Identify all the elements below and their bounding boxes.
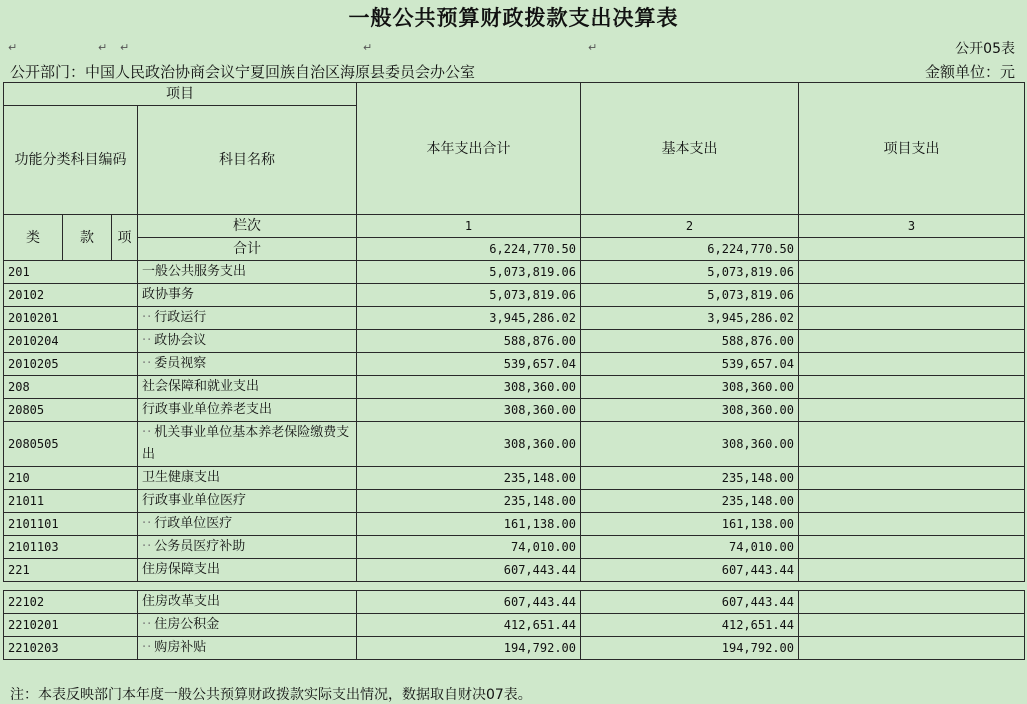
amount-basic: 308,360.00	[581, 399, 799, 422]
amount-total: 5,073,819.06	[357, 261, 581, 284]
subject-name: 行政事业单位医疗	[138, 490, 357, 513]
amount-total: 161,138.00	[357, 513, 581, 536]
subject-code: 2101101	[4, 513, 138, 536]
header-row-item	[4, 83, 1025, 106]
amount-basic: 539,657.04	[581, 353, 799, 376]
subject-code: 2210203	[4, 637, 138, 660]
table-row	[4, 591, 1025, 614]
amount-basic: 607,443.44	[581, 591, 799, 614]
subject-name: 社会保障和就业支出	[138, 376, 357, 399]
subject-code: 20805	[4, 399, 138, 422]
amount-project	[799, 536, 1025, 559]
table-row	[4, 513, 1025, 536]
header-lei: 类	[4, 215, 63, 261]
amount-total: 194,792.00	[357, 637, 581, 660]
amount-basic: 607,443.44	[581, 559, 799, 582]
amount-basic: 235,148.00	[581, 490, 799, 513]
subject-code: 201	[4, 261, 138, 284]
subject-name: ·· 行政单位医疗	[138, 513, 357, 536]
subject-code: 20102	[4, 284, 138, 307]
header-subject-name: 科目名称	[138, 106, 357, 215]
amount-project	[799, 284, 1025, 307]
table-row	[4, 559, 1025, 582]
amount-basic: 412,651.44	[581, 614, 799, 637]
amount-total: 235,148.00	[357, 467, 581, 490]
amount-project	[799, 614, 1025, 637]
subject-name: ·· 委员视察	[138, 353, 357, 376]
table-row	[4, 467, 1025, 490]
subject-name: 住房保障支出	[138, 559, 357, 582]
subject-code: 208	[4, 376, 138, 399]
amount-total: 607,443.44	[357, 591, 581, 614]
amount-basic: 3,945,286.02	[581, 307, 799, 330]
amount-total: 5,073,819.06	[357, 284, 581, 307]
table-row	[4, 490, 1025, 513]
total-label: 合计	[138, 238, 357, 261]
col-number-2: 2	[581, 215, 799, 238]
currency-unit-label: 金额单位：元	[924, 63, 1015, 81]
header-item: 项目	[4, 83, 357, 106]
col-number-3: 3	[799, 215, 1025, 238]
header-total: 本年支出合计	[357, 83, 581, 215]
department-label: 公开部门：中国人民政治协商会议宁夏回族自治区海原县委员会办公室	[10, 63, 476, 81]
amount-project	[799, 559, 1025, 582]
subject-name: ·· 购房补贴	[138, 637, 357, 660]
amount-total: 412,651.44	[357, 614, 581, 637]
amount-total: 588,876.00	[357, 330, 581, 353]
table-row	[4, 399, 1025, 422]
amount-project	[799, 376, 1025, 399]
table-row	[4, 307, 1025, 330]
subject-name: ·· 公务员医疗补助	[138, 536, 357, 559]
table-row	[4, 614, 1025, 637]
amount-basic: 161,138.00	[581, 513, 799, 536]
subject-code: 221	[4, 559, 138, 582]
amount-total: 607,443.44	[357, 559, 581, 582]
table-row	[4, 284, 1025, 307]
subject-name: 一般公共服务支出	[138, 261, 357, 284]
subject-name: ·· 机关事业单位基本养老保险缴费支出	[138, 422, 357, 467]
form-number: 公开05表	[955, 41, 1015, 57]
amount-basic: 308,360.00	[581, 422, 799, 467]
total-project	[799, 238, 1025, 261]
header-row-lanci	[4, 215, 1025, 238]
total-basic: 6,224,770.50	[581, 238, 799, 261]
amount-basic: 5,073,819.06	[581, 261, 799, 284]
subject-code: 2080505	[4, 422, 138, 467]
page-title: 一般公共预算财政拨款支出决算表	[348, 6, 679, 30]
amount-project	[799, 513, 1025, 536]
subject-name: 住房改革支出	[138, 591, 357, 614]
header-xiang: 项	[112, 215, 138, 261]
subject-code: 2210201	[4, 614, 138, 637]
amount-basic: 308,360.00	[581, 376, 799, 399]
amount-basic: 74,010.00	[581, 536, 799, 559]
subject-code: 2010205	[4, 353, 138, 376]
amount-total: 308,360.00	[357, 376, 581, 399]
amount-project	[799, 467, 1025, 490]
subject-name: ·· 住房公积金	[138, 614, 357, 637]
amount-project	[799, 422, 1025, 467]
table-row	[4, 422, 1025, 467]
amount-basic: 194,792.00	[581, 637, 799, 660]
amount-project	[799, 637, 1025, 660]
amount-total: 74,010.00	[357, 536, 581, 559]
subject-name: ·· 行政运行	[138, 307, 357, 330]
amount-project	[799, 307, 1025, 330]
header-kuan: 款	[63, 215, 112, 261]
expenditure-table	[3, 82, 1025, 660]
col-number-1: 1	[357, 215, 581, 238]
amount-project	[799, 330, 1025, 353]
table-note: 注：本表反映部门本年度一般公共预算财政拨款实际支出情况，数据取自财决07表。	[10, 687, 532, 703]
header-project: 项目支出	[799, 83, 1025, 215]
amount-basic: 588,876.00	[581, 330, 799, 353]
table-row	[4, 637, 1025, 660]
subject-code: 2010201	[4, 307, 138, 330]
amount-total: 3,945,286.02	[357, 307, 581, 330]
table-row	[4, 536, 1025, 559]
subject-code: 210	[4, 467, 138, 490]
subject-code: 22102	[4, 591, 138, 614]
amount-project	[799, 591, 1025, 614]
amount-project	[799, 261, 1025, 284]
total-amount: 6,224,770.50	[357, 238, 581, 261]
amount-total: 308,360.00	[357, 422, 581, 467]
header-basic: 基本支出	[581, 83, 799, 215]
amount-project	[799, 353, 1025, 376]
header-func-code: 功能分类科目编码	[4, 106, 138, 215]
table-row	[4, 330, 1025, 353]
table-row	[4, 353, 1025, 376]
table-row	[4, 376, 1025, 399]
subject-code: 2101103	[4, 536, 138, 559]
subject-code: 2010204	[4, 330, 138, 353]
amount-total: 308,360.00	[357, 399, 581, 422]
amount-project	[799, 399, 1025, 422]
subject-name: 政协事务	[138, 284, 357, 307]
paragraph-marks: ↵ ↵ ↵ ↵ ↵	[8, 41, 598, 54]
amount-total: 235,148.00	[357, 490, 581, 513]
subject-name: 行政事业单位养老支出	[138, 399, 357, 422]
amount-total: 539,657.04	[357, 353, 581, 376]
header-lanci: 栏次	[138, 215, 357, 238]
amount-project	[799, 490, 1025, 513]
total-row	[4, 238, 1025, 261]
amount-basic: 5,073,819.06	[581, 284, 799, 307]
subject-name: 卫生健康支出	[138, 467, 357, 490]
subject-name: ·· 政协会议	[138, 330, 357, 353]
table-row	[4, 261, 1025, 284]
subject-code: 21011	[4, 490, 138, 513]
page-break	[4, 582, 1025, 591]
amount-basic: 235,148.00	[581, 467, 799, 490]
